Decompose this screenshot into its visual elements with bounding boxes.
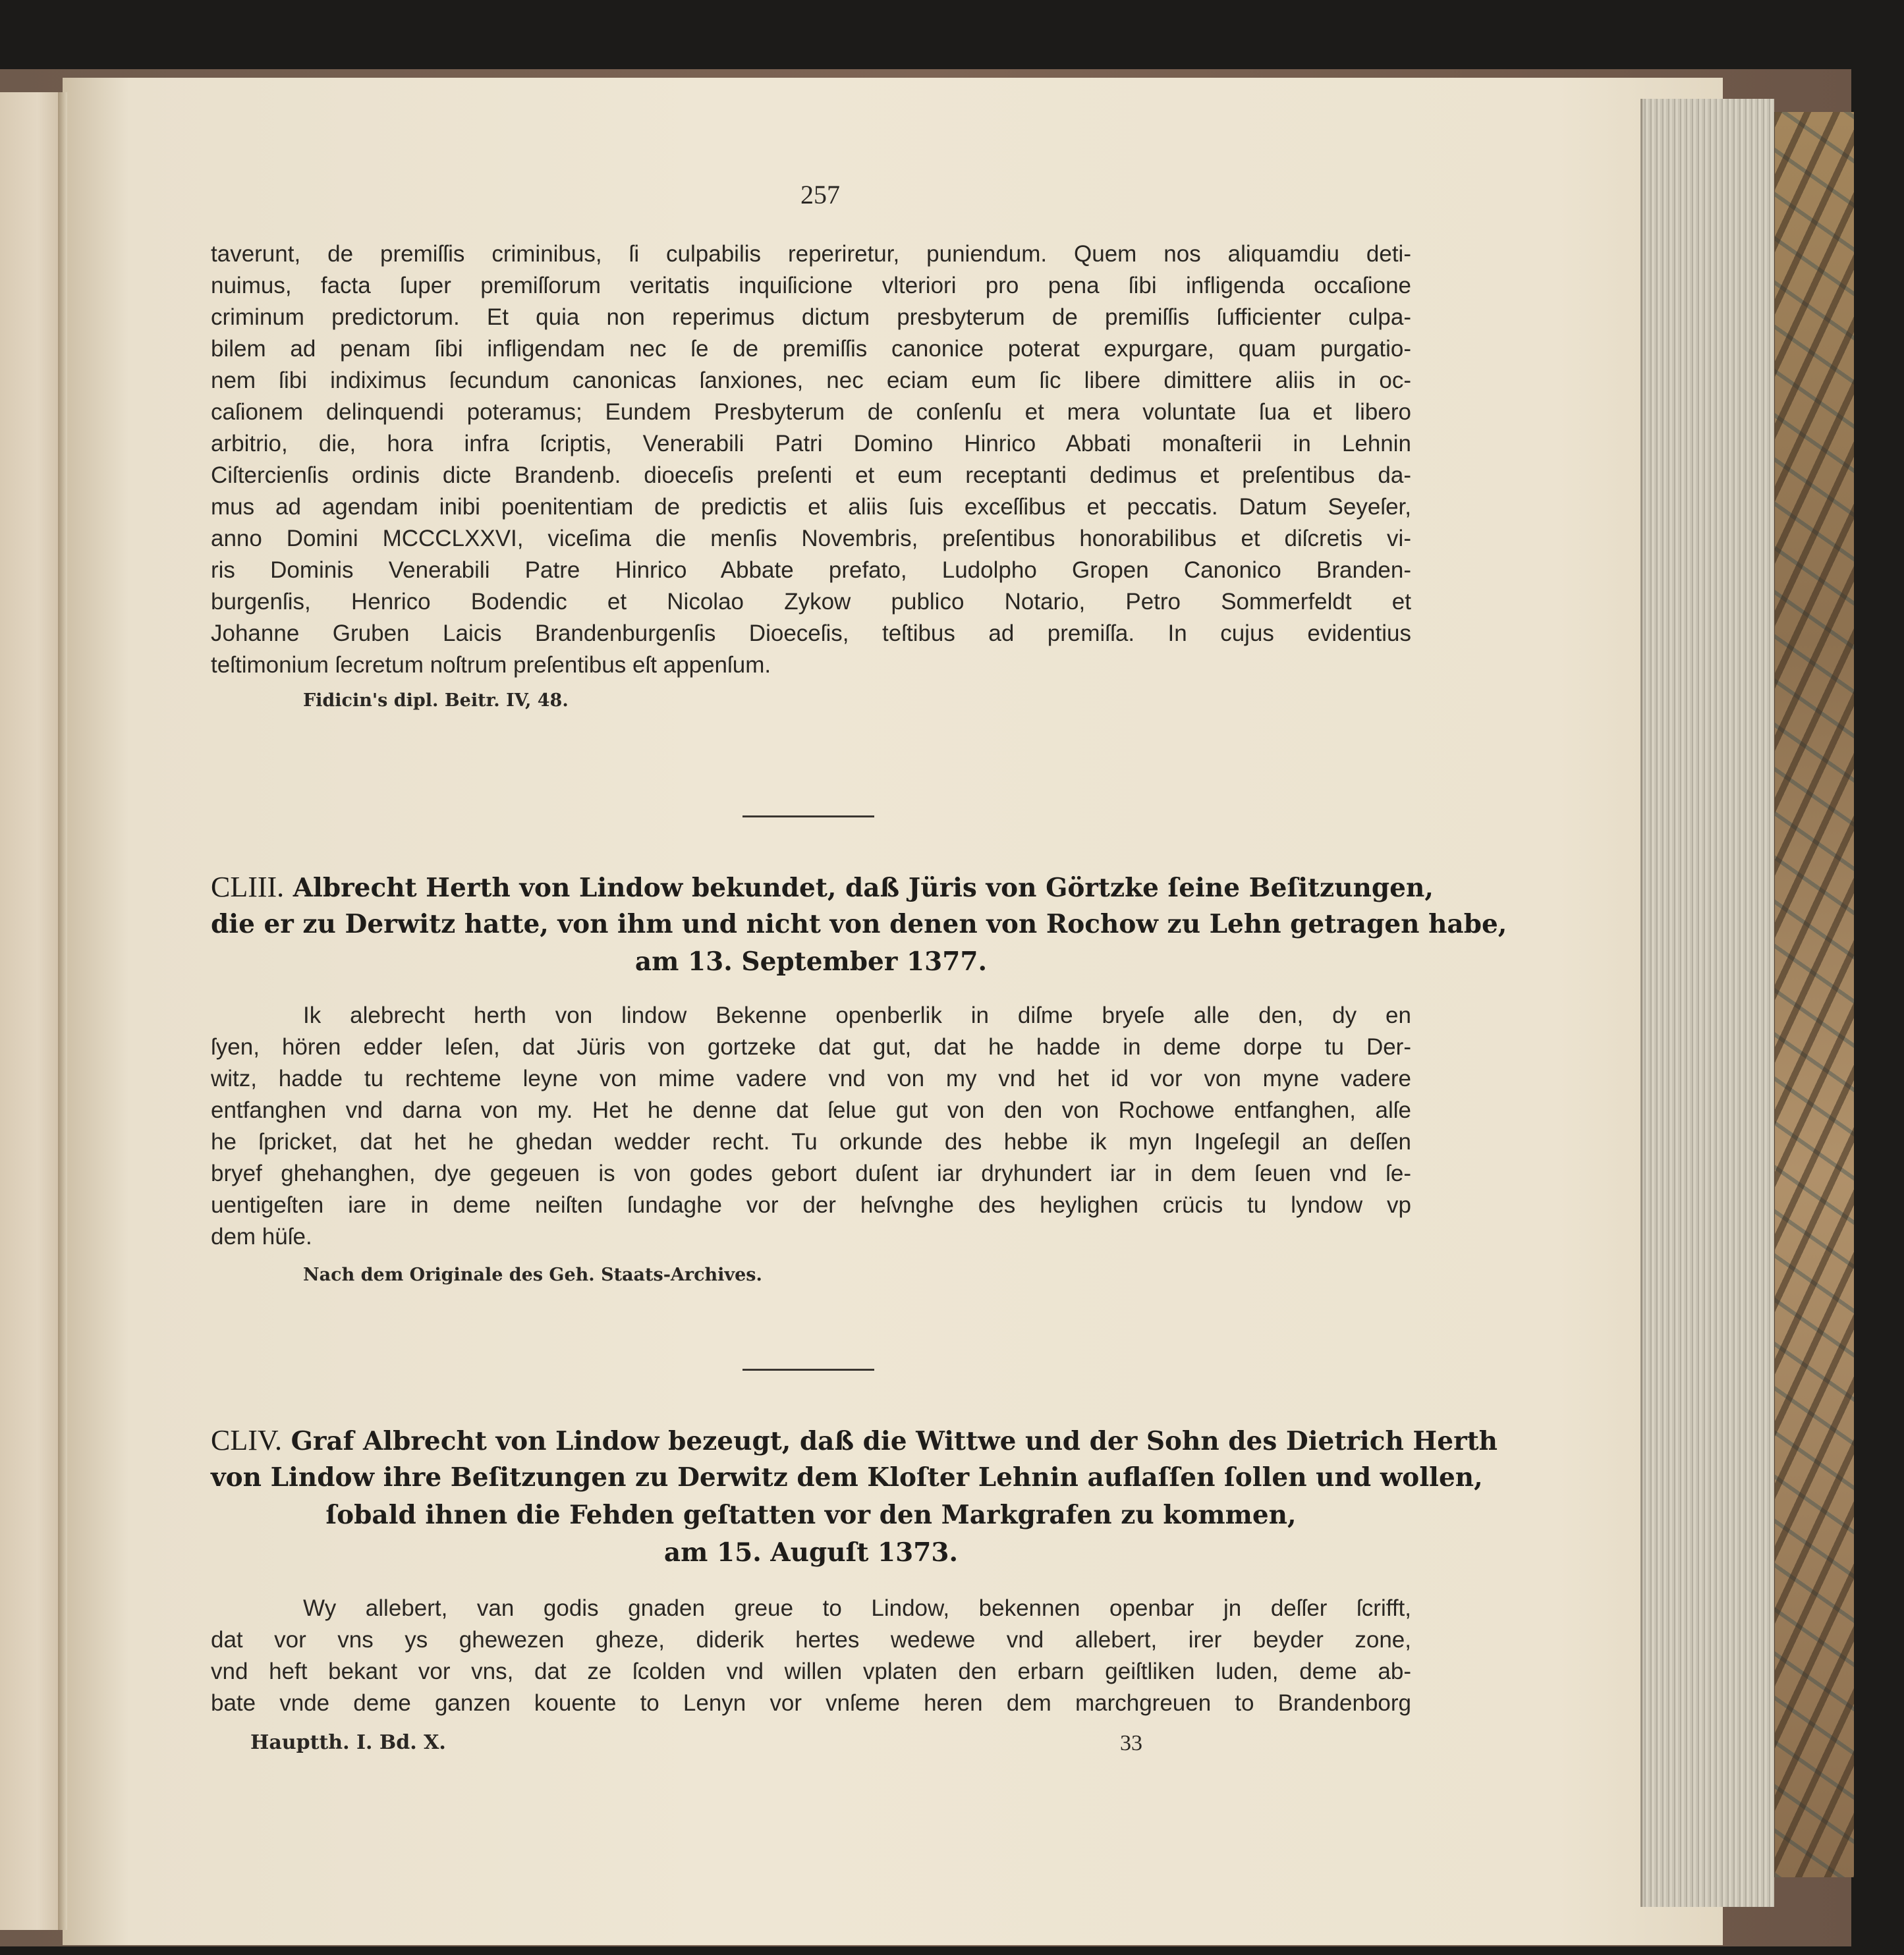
signature-mark: 33 [1120,1731,1142,1755]
source-citation: Nach dem Originale des Geh. Staats-Archives. [303,1265,762,1285]
text-line: dem hüſe. [211,1224,312,1250]
text-line: nuimus, facta ſuper premiſſorum veritatis inquiſicione vlteriori pro pena ſibi infligenda occaſione [211,273,1411,298]
text-line: Wy allebert, van godis gnaden greue to Lindow, bekennen openbar jn deſſer ſcrifft, [303,1595,1411,1621]
section-heading-cliii [211,868,1507,981]
marbled-board [1772,112,1854,1877]
text-line: bryef ghehanghen, dye gegeuen is von godes gebort duſent iar dryhundert iar in dem ſeuen vnd ſe- [211,1161,1411,1186]
text-line: bate vnde deme ganzen kouente to Lenyn vor vnſeme heren dem marchgreuen to Brandenborg [211,1690,1411,1716]
section-number: CLIII. [211,871,285,903]
text-line: Ciſtercienſis ordinis dicte Brandenb. dioeceſis preſenti et eum receptanti dedimus et preſentibus da- [211,462,1411,488]
heading-line: Graf Albrecht von Lindow bezeugt, daß die Wittwe und der Sohn des Dietrich Herth [291,1426,1498,1456]
text-line: taverunt, de premiſſis criminibus, ſi culpabilis reperiretur, puniendum. Quem nos aliquamdiu deti- [211,241,1411,267]
text-line: ſyen, hören edder leſen, dat Jüris von gortzeke dat gut, dat he hadde in deme dorpe tu Der- [211,1034,1411,1060]
text-line: bilem ad penam ſibi infligendam nec ſe de premiſſis canonice poterat expurgare, quam purgatio- [211,336,1411,362]
heading-line: die er zu Derwitz hatte, von ihm und nicht von denen von Rochow zu Lehn getragen habe, [211,909,1507,939]
text-line: burgenſis, Henrico Bodendic et Nicolao Zykow publico Notario, Petro Sommerfeldt et [211,589,1411,615]
book-gutter [58,92,67,1930]
heading-line: Albrecht Herth von Lindow bekundet, daß Jüris von Görtzke ſeine Beſitzungen, [293,873,1434,903]
charter-text-cliii [211,1000,1411,1288]
text-line: witz, hadde tu rechteme leyne von mime vadere vnd von my vnd het id vor von myne vadere [211,1066,1411,1091]
section-number: CLIV. [211,1424,282,1456]
text-line: ris Dominis Venerabili Patre Hinrico Abbate prefato, Ludolpho Gropen Canonico Branden- [211,557,1411,583]
text-line: anno Domini MCCCLXXVI, viceſima die menſis Novembris, preſentibus honorabilibus et diſcretis vi- [211,526,1411,551]
text-line: vnd heft bekant vor vns, dat ze ſcolden vnd willen vplaten den erbarn geiſtliken luden, deme ab- [211,1659,1411,1684]
text-line: uentigeſten iare in deme neiſten ſundaghe vor der heſvnghe des heylighen crücis tu lyndow vp [211,1192,1411,1218]
charter-text-cliv [211,1593,1411,1719]
text-line: Ik alebrecht herth von lindow Bekenne openberlik in diſme bryeſe alle den, dy en [303,1003,1411,1028]
text-line: nem ſibi indiximus ſecundum canonicas ſanxiones, nec eciam eum ſic libere dimittere aliis in oc- [211,368,1411,393]
source-citation: Fidicin's dipl. Beitr. IV, 48. [303,690,569,711]
text-line: dat vor vns ys ghewezen gheze, diderik hertes wedewe vnd allebert, irer beyder zone, [211,1627,1411,1653]
heading-line: von Lindow ihre Beſitzungen zu Derwitz dem Kloſter Lehnin auflaſſen ſollen und wollen, [211,1462,1483,1493]
heading-line: ſobald ihnen die Fehden geſtatten vor den Markgrafen zu kommen, [325,1500,1297,1530]
section-divider [742,815,874,817]
text-line: criminum predictorum. Et quia non reperimus dictum presbyterum de premiſſis ſufficienter culpa- [211,304,1411,330]
text-line: caſionem delinquendi poteramus; Eundem Presbyterum de conſenſu et mera voluntate ſua et libero [211,399,1411,425]
latin-text-block [211,238,1411,714]
page-edges [1640,99,1774,1907]
text-line: entfanghen vnd darna von my. Het he denne dat ſelue gut von den von Rochowe entfanghen, alſe [211,1097,1411,1123]
text-line: teſtimonium ſecretum noſtrum preſentibus eſt appenſum. [211,652,771,678]
left-page [0,92,63,1930]
text-line: Johanne Gruben Laicis Brandenburgenſis Dioeceſis, teſtibus ad premiſſa. In cujus evidentius [211,620,1411,646]
section-heading-cliv [211,1421,1498,1572]
text-line: arbitrio, die, hora infra ſcriptis, Venerabili Patri Domino Hinrico Abbati monaſterii in Lehnin [211,431,1411,456]
page-number: 257 [800,180,840,209]
heading-date: am 13. September 1377. [634,947,988,977]
text-line: mus ad agendam inibi poenitentiam de predictis et aliis ſuis exceſſibus et peccatis. Datum Seyeſer, [211,494,1411,520]
section-divider [742,1369,874,1371]
heading-date: am 15. Auguſt 1373. [663,1537,959,1568]
volume-reference: Hauptth. I. Bd. X. [250,1731,446,1754]
text-line: he ſpricket, dat het he ghedan wedder recht. Tu orkunde des hebbe ik myn Ingeſegil an deſſen [211,1129,1411,1155]
